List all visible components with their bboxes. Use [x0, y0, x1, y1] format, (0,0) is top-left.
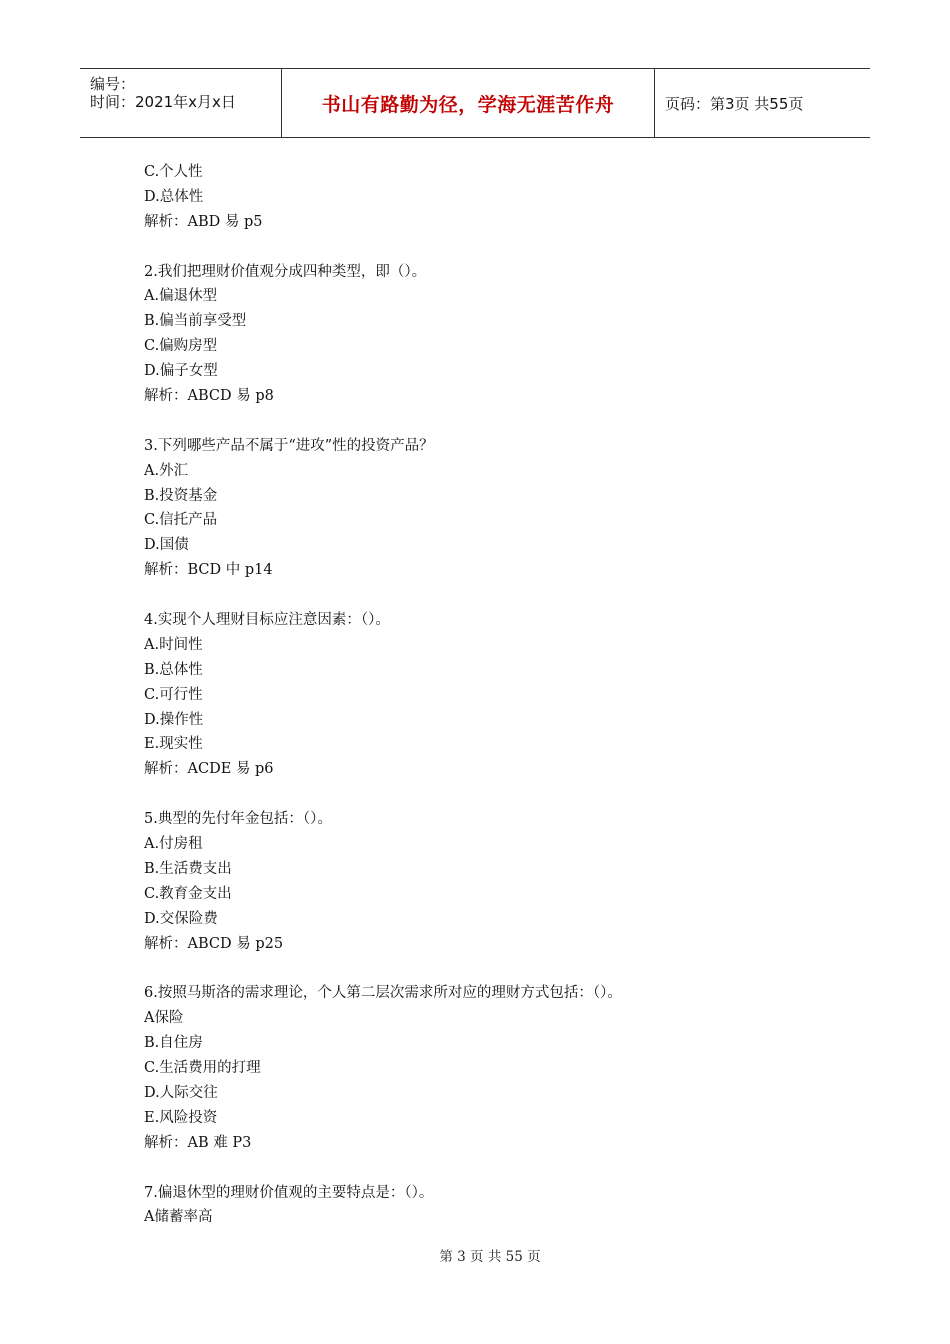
question-content [144, 160, 864, 1230]
question-spacer [144, 957, 864, 982]
answer-option: D.国债 [144, 537, 189, 554]
answer-option: A储蓄率高 [144, 1209, 213, 1226]
answer-analysis: 解析：ACDE 易 p6 [144, 761, 274, 778]
page-footer: 第 3 页 共 55 页 [439, 1249, 541, 1265]
question-stem: 4.实现个人理财目标应注意因素：（）。 [144, 612, 390, 629]
answer-analysis: 解析：ABCD 易 p25 [144, 935, 284, 952]
header-motto: 书山有路勤为径，学海无涯苦作舟 [321, 93, 615, 116]
answer-option: A.付房租 [144, 836, 203, 853]
answer-option: B.总体性 [144, 661, 203, 678]
answer-analysis: 解析：BCD 中 p14 [144, 562, 273, 579]
answer-option: E.现实性 [144, 736, 203, 753]
answer-option: B.投资基金 [144, 487, 218, 504]
answer-option: E.风险投资 [144, 1109, 218, 1126]
document-date-label: 时间：2021年x月x日 [90, 93, 236, 111]
answer-analysis: 解析：ABCD 易 p8 [144, 388, 274, 405]
answer-option: A.时间性 [144, 636, 203, 653]
document-number-label: 编号： [90, 75, 136, 93]
answer-option: A保险 [144, 1010, 184, 1027]
answer-analysis: 解析：AB 难 P3 [144, 1134, 252, 1151]
answer-option: C.生活费用的打理 [144, 1060, 261, 1077]
answer-option: D.偏子女型 [144, 363, 218, 380]
page-header [80, 68, 870, 138]
question-spacer [144, 235, 864, 260]
header-meta-cell [80, 69, 282, 137]
question-stem: 6.按照马斯洛的需求理论，个人第二层次需求所对应的理财方式包括：（）。 [144, 985, 622, 1002]
answer-option: B.偏当前享受型 [144, 313, 247, 330]
question-spacer [144, 409, 864, 434]
header-page-info: 页码：第3页 共55页 [665, 94, 804, 113]
answer-option: C.个人性 [144, 164, 203, 180]
question-spacer [144, 1156, 864, 1181]
question-stem: 7.偏退休型的理财价值观的主要特点是：（）。 [144, 1184, 434, 1201]
answer-option: B.自住房 [144, 1035, 203, 1052]
answer-option: A.偏退休型 [144, 288, 218, 305]
question-stem: 3.下列哪些产品不属于“进攻”性的投资产品？ [144, 437, 434, 454]
answer-option: B.生活费支出 [144, 860, 232, 877]
answer-analysis: 解析：ABD 易 p5 [144, 213, 263, 230]
answer-option: C.偏购房型 [144, 338, 218, 355]
answer-option: C.可行性 [144, 686, 203, 703]
question-stem: 2.我们把理财价值观分成四种类型，即（）。 [144, 263, 427, 280]
answer-option: D.操作性 [144, 711, 204, 728]
answer-option: D.交保险费 [144, 910, 218, 927]
answer-option: C.教育金支出 [144, 885, 232, 902]
answer-option: D.总体性 [144, 188, 204, 205]
header-motto-cell [282, 69, 655, 137]
answer-option: D.人际交往 [144, 1084, 218, 1101]
answer-option: C.信托产品 [144, 512, 218, 529]
header-page-cell [655, 69, 870, 137]
question-stem: 5.典型的先付年金包括：（）。 [144, 811, 332, 828]
question-spacer [144, 583, 864, 608]
question-spacer [144, 782, 864, 807]
answer-option: A.外汇 [144, 462, 189, 479]
